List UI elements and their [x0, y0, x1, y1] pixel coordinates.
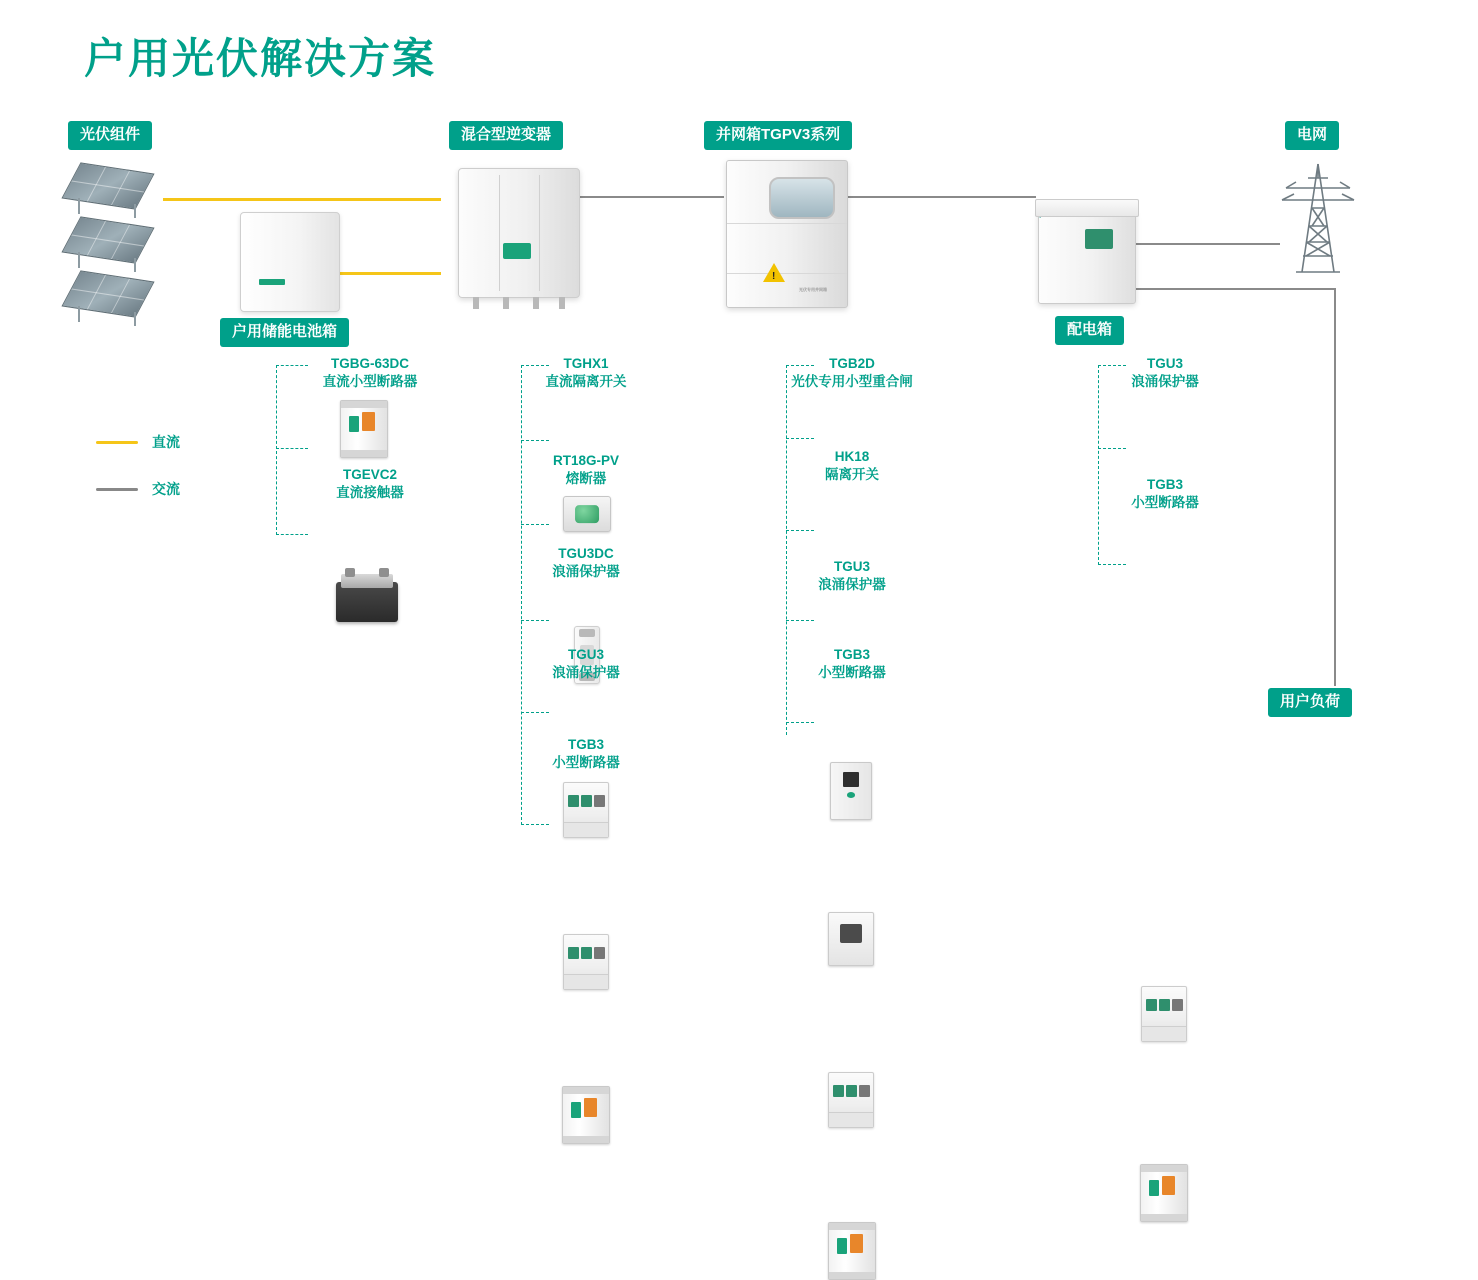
- thumb-tgb3-gridbox: [828, 1222, 876, 1280]
- label-tgu3-inverter: TGU3 浪涌保护器: [552, 647, 620, 681]
- label-tgu3-gridbox: TGU3 浪涌保护器: [818, 559, 886, 593]
- battery-box-icon: [240, 212, 340, 312]
- legend-label-dc: 直流: [152, 434, 180, 450]
- page-title: 户用光伏解决方案: [84, 35, 437, 82]
- dc-wire-pv-to-inverter: [163, 198, 441, 201]
- thumb-tghx1: [563, 496, 611, 532]
- thumb-tgbg-63dc: [340, 400, 388, 458]
- label-tgb3-inverter: TGB3 小型断路器: [552, 737, 620, 771]
- distbox-group-branch-2: [1098, 448, 1126, 449]
- battery-group-branch-2: [276, 448, 308, 449]
- thumb-tgb3-distbox: [1140, 1164, 1188, 1222]
- label-tgu3-distbox: TGU3 浪涌保护器: [1131, 356, 1199, 390]
- battery-group-trunk: [276, 365, 277, 535]
- cabinet-caption: 光伏专用并网箱: [799, 287, 827, 292]
- pv-array-icon: [60, 160, 180, 320]
- label-tgbg-63dc: TGBG-63DC 直流小型断路器: [322, 356, 418, 390]
- legend-item-ac: [96, 479, 180, 499]
- power-pylon-icon: [1272, 160, 1364, 278]
- distribution-box-icon: [1038, 210, 1136, 304]
- label-tgb3-distbox: TGB3 小型断路器: [1131, 477, 1199, 511]
- gridbox-group-branch-3: [786, 530, 814, 531]
- chip-battery-box[interactable]: 户用储能电池箱: [220, 318, 349, 347]
- battery-group-branch-3: [276, 534, 308, 535]
- thumb-hk18: [828, 912, 874, 966]
- inverter-group-branch-4: [521, 620, 549, 621]
- inverter-icon: [458, 168, 580, 298]
- chip-distribution-box[interactable]: 配电箱: [1055, 316, 1124, 345]
- thumb-tgb2d: [830, 762, 872, 820]
- label-tgevc2: TGEVC2 直流接触器: [336, 467, 404, 501]
- thumb-tgevc2: [336, 582, 398, 622]
- inverter-display-icon: [503, 243, 531, 259]
- ac-wire-gridbox-to-distbox: [846, 196, 1036, 198]
- chip-pv-module[interactable]: 光伏组件: [68, 121, 152, 150]
- inverter-group-branch-3: [521, 524, 549, 525]
- ac-wire-distbox-to-load-v: [1334, 288, 1336, 686]
- label-tghx1: TGHX1 直流隔离开关: [545, 356, 627, 390]
- ac-wire-distbox-to-grid: [1135, 243, 1280, 245]
- legend-label-ac: 交流: [152, 481, 180, 497]
- thumb-tgu3dc: [563, 782, 609, 838]
- ac-wire-distbox-to-load-h: [1135, 288, 1336, 290]
- thumb-tgu3-distbox: [1141, 986, 1187, 1042]
- legend-item-dc: [96, 432, 180, 452]
- battery-indicator-icon: [259, 279, 285, 285]
- chip-hybrid-inverter[interactable]: 混合型逆变器: [449, 121, 563, 150]
- chip-power-grid[interactable]: 电网: [1285, 121, 1339, 150]
- label-rt18g-pv: RT18G-PV 熔断器: [552, 453, 620, 487]
- distbox-group-branch-3: [1098, 564, 1126, 565]
- label-tgb3-gridbox: TGB3 小型断路器: [818, 647, 886, 681]
- inverter-group-branch-2: [521, 440, 549, 441]
- thumb-tgu3-inverter: [563, 934, 609, 990]
- gridbox-group-branch-5: [786, 722, 814, 723]
- label-hk18: HK18 隔离开关: [825, 449, 879, 483]
- inverter-group-branch-6: [521, 824, 549, 825]
- gridbox-group-branch-2: [786, 438, 814, 439]
- chip-user-load[interactable]: 用户负荷: [1268, 688, 1352, 717]
- legend-line-dc-icon: [96, 441, 138, 444]
- label-tgb2d: TGB2D 光伏专用小型重合闸: [791, 356, 913, 390]
- distbox-group-trunk: [1098, 365, 1099, 565]
- legend-line-ac-icon: [96, 488, 138, 491]
- ac-wire-inverter-to-gridbox: [578, 196, 724, 198]
- inverter-group-branch-5: [521, 712, 549, 713]
- dc-wire-battery-to-inverter: [338, 272, 441, 275]
- label-tgu3dc: TGU3DC 浪涌保护器: [552, 546, 620, 580]
- gridbox-group-branch-4: [786, 620, 814, 621]
- thumb-tgu3-gridbox: [828, 1072, 874, 1128]
- thumb-tgb3-inverter: [562, 1086, 610, 1144]
- grid-connection-cabinet-icon: ! 光伏专用并网箱: [726, 160, 848, 308]
- chip-grid-box[interactable]: 并网箱TGPV3系列: [704, 121, 852, 150]
